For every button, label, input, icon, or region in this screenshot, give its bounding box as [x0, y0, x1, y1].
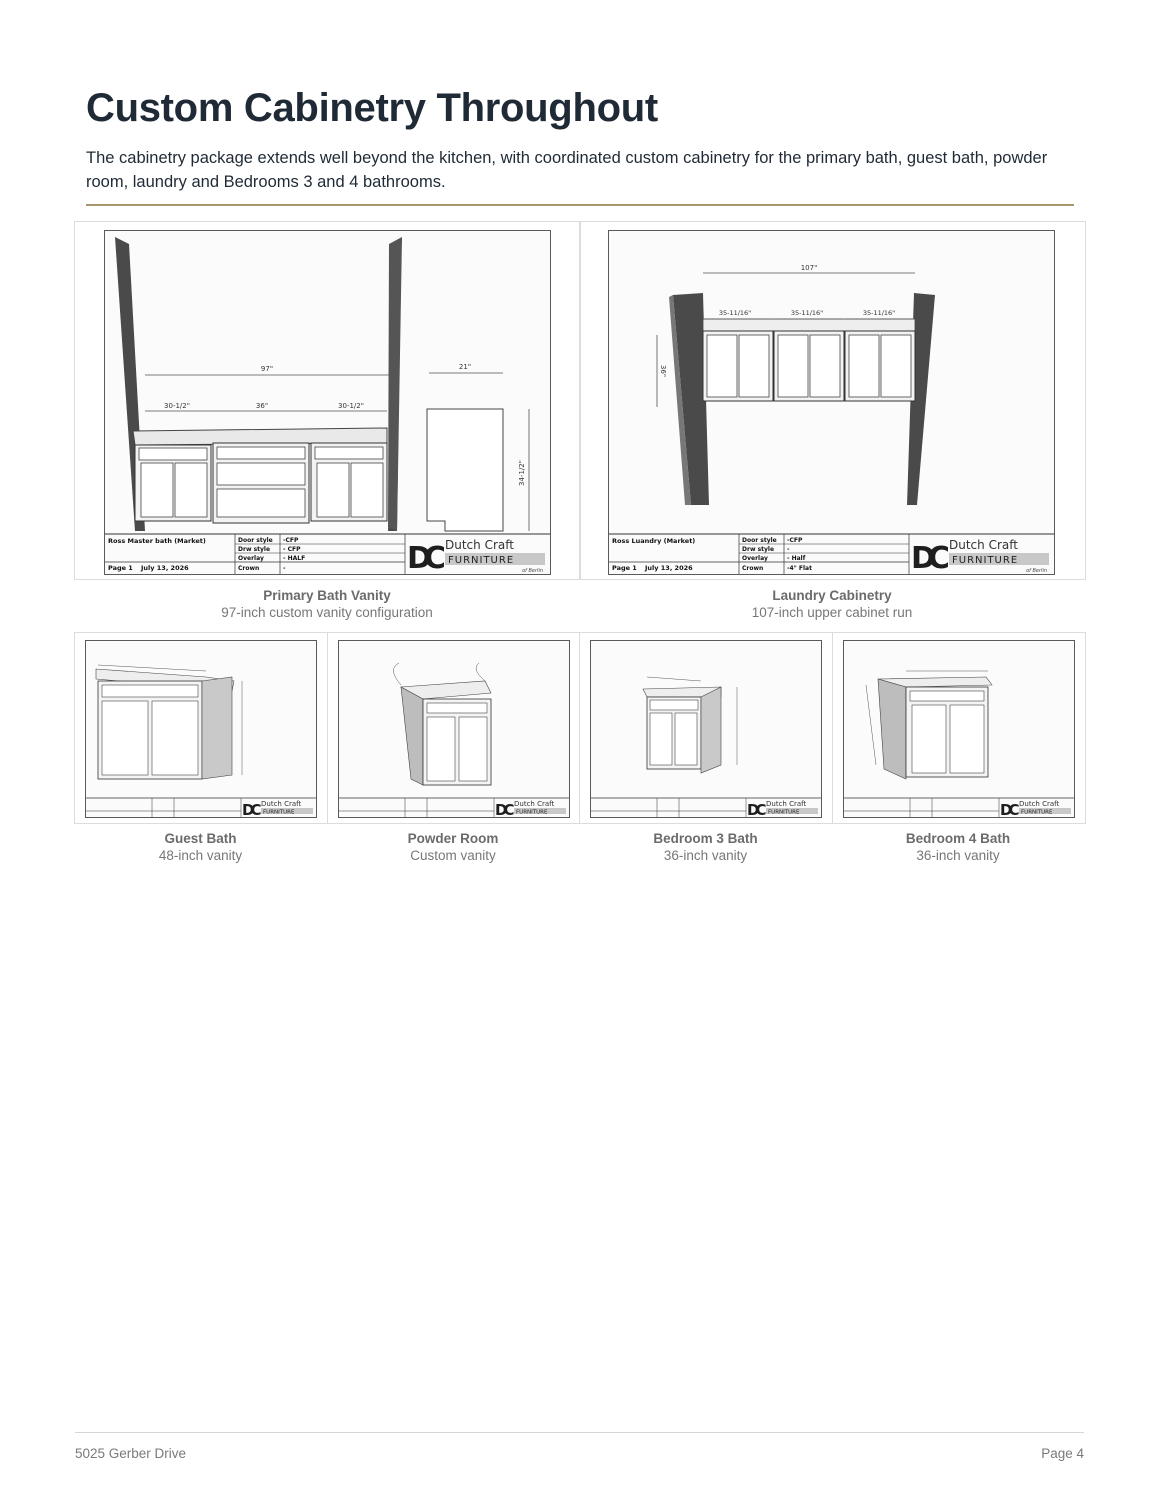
- intro-paragraph: The cabinetry package extends well beyond the kitchen, with coordinated custom cabinetry for the primary bath, guest bath, powder room, laundry and Bedrooms 3 and 4 bathrooms.: [86, 149, 1048, 191]
- laundry-caption: [580, 587, 1084, 621]
- primary-dim-overall: 97": [260, 365, 274, 373]
- primary-page-label: Page 1: [108, 564, 133, 572]
- title-divider: [86, 204, 1074, 206]
- caption-subtitle: 36-inch vanity: [663, 848, 748, 863]
- dutch-craft-logo: [242, 800, 313, 817]
- primary-dim-depth: 21": [458, 363, 472, 371]
- caption-subtitle: 107-inch upper cabinet run: [751, 605, 913, 620]
- laundry-drawing: [608, 230, 1055, 575]
- svg-text:Dutch Craft: Dutch Craft: [514, 800, 555, 808]
- guest-bath-drawing-svg: [86, 641, 316, 817]
- svg-text:Dutch Craft: Dutch Craft: [1019, 800, 1060, 808]
- primary-dim-right: 30-1/2": [338, 402, 364, 410]
- svg-text:DC: DC: [1000, 801, 1016, 817]
- laundry-date: July 13, 2026: [645, 564, 693, 572]
- svg-text:DC: DC: [911, 541, 942, 574]
- laundry-field-value: - Half: [787, 555, 806, 562]
- svg-text:Dutch Craft: Dutch Craft: [261, 800, 302, 808]
- primary-dim-left: 30-1/2": [164, 402, 190, 410]
- primary-dim-center: 36": [255, 402, 269, 410]
- dutch-craft-logo: [495, 800, 566, 817]
- svg-text:Dutch Craft: Dutch Craft: [766, 800, 807, 808]
- footer-page-number: Page 4: [1041, 1446, 1084, 1461]
- primary-field-value: -: [283, 565, 286, 572]
- laundry-page-label: Page 1: [612, 564, 637, 572]
- caption-title: Guest Bath: [164, 831, 237, 846]
- footer-divider: [75, 1432, 1084, 1433]
- powder-room-caption: [327, 830, 579, 864]
- bedroom-3-bath-caption: [579, 830, 832, 864]
- svg-text:DC: DC: [747, 801, 763, 817]
- laundry-field-label: Door style: [742, 537, 777, 544]
- primary-field-value: - HALF: [283, 555, 306, 562]
- bedroom-4-bath-drawing-svg: [844, 641, 1074, 817]
- laundry-field-value: -: [787, 546, 790, 553]
- caption-title: Laundry Cabinetry: [772, 588, 892, 603]
- caption-subtitle: Custom vanity: [410, 848, 496, 863]
- laundry-drawing-svg: [609, 231, 1054, 574]
- laundry-field-label: Overlay: [742, 555, 768, 562]
- svg-text:Dutch Craft: Dutch Craft: [445, 538, 514, 552]
- dutch-craft-logo: [747, 800, 818, 817]
- caption-title: Bedroom 3 Bath: [653, 831, 758, 846]
- svg-text:FURNITURE: FURNITURE: [1021, 809, 1053, 816]
- primary-field-value: - CFP: [283, 546, 301, 553]
- primary-bath-caption: [74, 587, 580, 621]
- guest-bath-caption: [74, 830, 327, 864]
- powder-room-drawing-svg: [339, 641, 569, 817]
- laundry-dim-overall: 107": [800, 264, 818, 272]
- laundry-field-label: Crown: [742, 565, 764, 572]
- svg-text:FURNITURE: FURNITURE: [263, 809, 295, 816]
- svg-text:FURNITURE: FURNITURE: [768, 809, 800, 816]
- svg-text:DC: DC: [242, 801, 258, 817]
- svg-text:FURNITURE: FURNITURE: [448, 555, 515, 566]
- laundry-dim-center: 35-11/16": [790, 309, 824, 317]
- laundry-dim-left: 35-11/16": [718, 309, 752, 317]
- laundry-field-value: -CFP: [787, 537, 803, 544]
- svg-text:FURNITURE: FURNITURE: [516, 809, 548, 816]
- dutch-craft-logo: [1000, 800, 1071, 817]
- bedroom-3-bath-drawing: [590, 640, 822, 818]
- primary-field-label: Crown: [238, 565, 260, 572]
- primary-project-name: Ross Master bath (Market): [108, 537, 206, 545]
- page-title: Custom Cabinetry Throughout: [86, 86, 658, 130]
- guest-bath-drawing: [85, 640, 317, 818]
- svg-text:DC: DC: [495, 801, 511, 817]
- caption-title: Bedroom 4 Bath: [905, 831, 1011, 846]
- primary-dim-height: 34-1/2": [518, 460, 526, 486]
- bedroom-4-bath-drawing: [843, 640, 1075, 818]
- powder-room-drawing: [338, 640, 570, 818]
- primary-field-value: -CFP: [283, 537, 299, 544]
- primary-date: July 13, 2026: [141, 564, 189, 572]
- laundry-dim-right: 35-11/16": [862, 309, 896, 317]
- dutch-craft-logo: [911, 538, 1049, 574]
- primary-bath-drawing-svg: [105, 231, 550, 574]
- bedroom-4-bath-caption: [832, 830, 1084, 864]
- laundry-dim-height: 36": [659, 364, 667, 378]
- caption-title: Powder Room: [407, 831, 499, 846]
- svg-text:Dutch Craft: Dutch Craft: [949, 538, 1018, 552]
- laundry-project-name: Ross Luandry (Market): [612, 537, 696, 545]
- primary-field-label: Drw style: [238, 546, 271, 553]
- svg-text:DC: DC: [407, 541, 438, 574]
- svg-text:of Berlin: of Berlin: [522, 568, 543, 574]
- laundry-field-label: Drw style: [742, 546, 775, 553]
- primary-field-label: Overlay: [238, 555, 264, 562]
- laundry-field-value: -4" Flat: [787, 565, 812, 572]
- caption-subtitle: 97-inch custom vanity configuration: [221, 605, 433, 620]
- svg-text:of Berlin: of Berlin: [1026, 568, 1047, 574]
- footer-address: 5025 Gerber Drive: [75, 1446, 187, 1461]
- caption-subtitle: 36-inch vanity: [916, 848, 1000, 863]
- dutch-craft-logo: [407, 538, 545, 574]
- primary-field-label: Door style: [238, 537, 273, 544]
- primary-bath-drawing: [104, 230, 551, 575]
- caption-subtitle: 48-inch vanity: [158, 848, 243, 863]
- caption-title: Primary Bath Vanity: [263, 588, 391, 603]
- bedroom-3-bath-drawing-svg: [591, 641, 821, 817]
- svg-text:FURNITURE: FURNITURE: [952, 555, 1019, 566]
